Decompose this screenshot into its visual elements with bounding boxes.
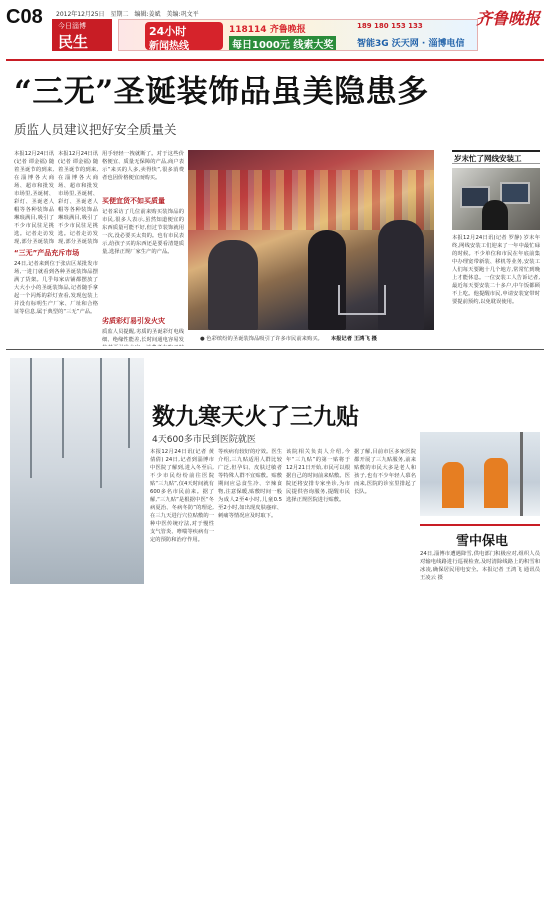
story1-col2-text: 用手轻轻一拽就断了。对于这些价格便宜、质量无保障的产品,商户表示“来买的人多,卖得快”,很多消费者也因价格便宜而购买。 xyxy=(102,151,184,181)
story2-snow-photo xyxy=(10,358,144,584)
page-number: C08 xyxy=(6,6,43,28)
banner-mid-line1: 118114 齐鲁晚报 xyxy=(229,25,306,35)
ad-banner[interactable] xyxy=(118,19,478,51)
story1-photo xyxy=(188,150,434,330)
sidebar-headline: 岁末忙了网线安装工 xyxy=(452,150,540,164)
story-divider xyxy=(6,349,544,350)
section-subtitle: 今日淄博 xyxy=(58,22,86,30)
story2-workers-photo xyxy=(420,432,540,516)
hotline-line1: 24小时 xyxy=(149,25,187,38)
story2-headline: 数九寒天火了三九贴 xyxy=(152,403,359,430)
story2-col1-text: 本报12月24日讯(记者 黄倩倩) 24日,记者到淄博市中医院了解到,进入冬至后,不少市民纷纷前往医院贴“三九贴”,仅4天时间就有600多名市民前来。据了解,“三九贴”是根据中医“冬病夏治、冬病冬防”的理论,在三九天进行穴位贴敷的一种中医传统疗法,对于慢性支气管炎、哮喘等疾病有一定的预防和治疗作用。 xyxy=(150,449,214,543)
banner-phone-numbers: 189 180 153 133 xyxy=(357,22,423,30)
story2-col4-text: 据了解,目前市区多家医院都开展了三九贴服务,前来贴敷的市民大多是老人和孩子,也有不少年轻人慕名而来,医院的诊室里排起了长队。 xyxy=(354,449,416,495)
sidebar2-rule xyxy=(420,524,540,526)
story1-col2-subhead1: 买便宜货不如买质量 xyxy=(102,197,165,205)
story2-subheadline: 4天600多市民到医院就医 xyxy=(152,435,256,445)
sidebar-text: 本报12月24日讯(记者 罗静) 岁末年终,网线安装工们迎来了一年中最忙碌的时候。不少单位和市民在年底前集中办理宽带新装、移机等业务,安装工人们每天要跑十几个地方,常常忙到晚上才能休息。一位安装工人告诉记者,最近每天要安装二十多户,中午饭都顾不上吃。他提醒市民,申请安装宽带时要提前预约,以免耽误使用。 xyxy=(452,235,540,305)
hotline-badge xyxy=(145,22,223,50)
story1-headline: “三无”圣诞装饰品虽美隐患多 xyxy=(14,74,429,110)
story1-col1b-text: 24日,记者来到位于张店区某批发市场,一进门就看到各种圣诞装饰品摆满了货架。几乎每家店铺都摆放了大大小小的圣诞装饰品,记者随手拿起一个闪烁的彩灯查看,发现包装上并没有标明生产厂家、厂址和合格证等信息,属于典型的“三无”产品。 xyxy=(14,261,98,315)
sidebar2-text: 24日,淄博市遭遇降雪,供电部门积极应对,组织人员对输电线路进行巡视检查,及时清除线路上的积雪和冰凌,确保居民用电安全。本报记者 王鸿飞 通讯员 王凌云 摄 xyxy=(420,551,540,581)
story1-col1-text: 本报12月24日讯(记者 谭金福) 随着圣诞节的到来,在淄博各大商场、超市和批发市场里,圣诞树、彩灯、圣诞老人帽等各种装饰品琳琅满目,吸引了不少市民驻足挑选。记者走访发现,部分圣诞装饰 xyxy=(14,151,54,245)
page-header xyxy=(6,6,544,58)
story1-col2c-text: 质监人员提醒,劣质的圣诞彩灯电线细、绝缘性能差,长时间通电容易发 xyxy=(102,329,184,343)
caption-text: ● 色彩缤纷的圣诞装饰品吸引了许多市民前来购买。 xyxy=(200,336,321,342)
story2-col3-text: 该院相关负责人介绍,今年“三九贴”的第一贴将于12月21日开始,市民可以根据自己的时间前来贴敷。医院还将安排专家坐诊,为市民提供咨询服务,提醒市民选择正规医院进行贴敷。 xyxy=(286,449,350,503)
section-title: 民生 xyxy=(58,33,89,51)
issue-meta: 2012年12月25日 星期二 编辑:姜斌 美编:巩文平 xyxy=(56,11,199,18)
story1-subheadline: 质监人员建议把好安全质量关 xyxy=(14,122,177,137)
sidebar2-headline: 雪中保电 xyxy=(456,534,509,549)
story1-col2b-text: 记者采访了几位前来购买装饰品的市民,很多人表示,虽然知道便宜的东西质量可能不好,但过节装饰就用一次,没必要买太贵的。也有市民表示,给孩子买的东西还是要看清楚质量,选择正规厂家生产的产品。 xyxy=(102,209,184,255)
story1-photo-caption xyxy=(200,334,377,342)
story1-col1-subhead: “三无”产品充斥市场 xyxy=(14,249,80,257)
story1-col1-cont: 本报12月24日讯(记者 谭金福) 随着圣诞节的到来,在淄博各大商场、超市和批发市场里,圣诞树、彩灯、圣诞老人帽等各种装饰品琳琅满目,吸引了不少市民驻足挑选。记者走访发现,部分圣诞装饰 xyxy=(58,151,98,245)
sidebar-photo xyxy=(452,168,540,230)
section-badge xyxy=(52,19,112,51)
newspaper-logo: 齐鲁晚报 xyxy=(475,9,540,28)
story1-col2-subhead2: 劣质彩灯易引发火灾 xyxy=(102,317,165,325)
caption-credit: 本报记者 王鸿飞 摄 xyxy=(330,336,377,342)
hotline-line2: 新闻热线 xyxy=(149,41,189,51)
banner-mid-line2: 每日1000元 线索大奖 xyxy=(229,36,336,51)
banner-sponsor: 智能3G 沃天网 · 淄博电信 xyxy=(357,39,465,49)
story2-col2-text: 等疾病有较好的疗效。医生介绍,三九贴适用人群比较广泛,但孕妇、皮肤过敏者等特殊人群不宜贴敷。贴敷期间应忌食生冷、辛辣食物,注意保暖,贴敷时间一般为成人2至4小时,儿童0.5至2小时,如出现皮肤瘙痒、刺痛等情况应及时取下。 xyxy=(218,449,282,519)
header-divider xyxy=(6,59,544,61)
